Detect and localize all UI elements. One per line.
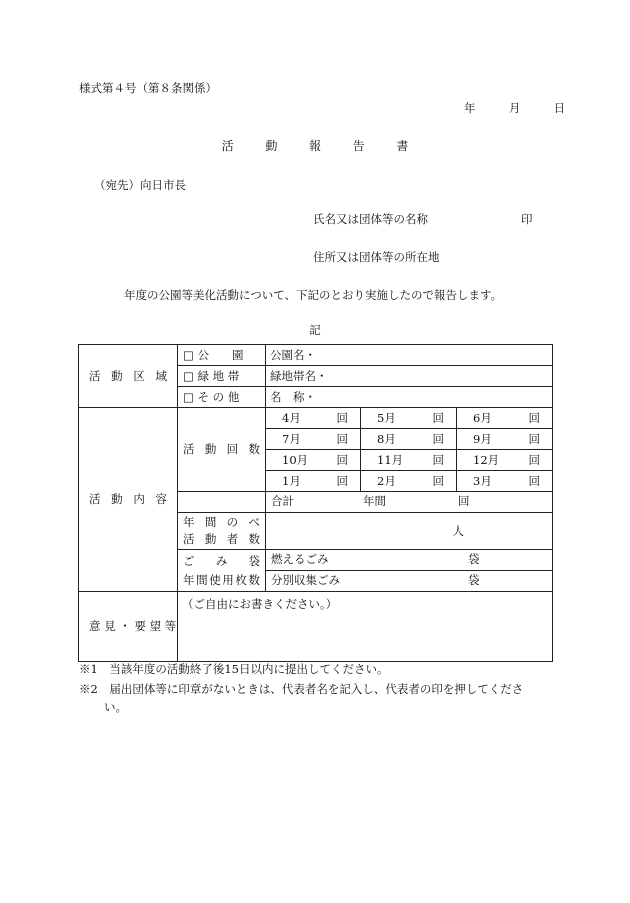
- area-option-park[interactable]: □ 公 園: [178, 345, 266, 366]
- count-spacer: [178, 492, 266, 513]
- date-year: 年: [464, 101, 476, 115]
- opinion-label: 意 見 ・ 要 望 等: [79, 592, 178, 662]
- participants-label: 年 間 の べ 活 動 者 数: [178, 513, 266, 550]
- bags-label: ご み 袋 年間使用枚数: [178, 550, 266, 592]
- intro-text: 年度の公園等美化活動について、下記のとおり実施したので報告します。: [124, 288, 503, 302]
- participants-field[interactable]: [266, 513, 553, 550]
- ki-heading: 記: [309, 323, 321, 337]
- month-cell[interactable]: 12月 回: [457, 450, 553, 471]
- form-number: 様式第４号（第８条関係）: [79, 81, 217, 95]
- area-option-other[interactable]: □ そ の 他: [178, 387, 266, 408]
- greenbelt-name-field[interactable]: 緑地帯名・: [266, 366, 553, 387]
- month-cell[interactable]: 2月 回: [361, 471, 457, 492]
- area-option-greenbelt[interactable]: □ 緑 地 帯: [178, 366, 266, 387]
- title-char: 書: [396, 139, 409, 153]
- total-label: 合計: [271, 494, 294, 508]
- month-cell[interactable]: 9月 回: [457, 429, 553, 450]
- date-month: 月: [508, 101, 521, 115]
- total-count-field[interactable]: [266, 492, 553, 513]
- date-day: 日: [553, 101, 566, 115]
- participants-unit: 人: [452, 523, 465, 538]
- title-char: 動: [265, 139, 278, 153]
- date-line: [464, 100, 565, 116]
- area-label: 活 動 区 域: [79, 345, 178, 408]
- month-cell[interactable]: 10月 回: [266, 450, 361, 471]
- month-cell[interactable]: 8月 回: [361, 429, 457, 450]
- report-table: [78, 344, 553, 662]
- applicant-address-label: 住所又は団体等の所在地: [313, 250, 440, 264]
- month-cell[interactable]: 11月 回: [361, 450, 457, 471]
- month-cell[interactable]: 7月 回: [266, 429, 361, 450]
- month-cell[interactable]: 5月 回: [361, 408, 457, 429]
- document-title: [0, 137, 630, 154]
- count-label: 活 動 回 数: [178, 408, 266, 492]
- sorted-bags-field[interactable]: 分別収集ごみ 袋: [266, 571, 553, 592]
- burnable-bags-field[interactable]: 燃えるごみ 袋: [266, 550, 553, 571]
- title-char: 報: [308, 139, 321, 153]
- seal-mark: 印: [521, 212, 533, 226]
- month-cell[interactable]: 3月 回: [457, 471, 553, 492]
- title-char: 活: [221, 139, 234, 153]
- opinion-placeholder: （ご自由にお書きください。）: [182, 597, 338, 611]
- park-name-field[interactable]: 公園名・: [266, 345, 553, 366]
- applicant-name-label: 氏名又は団体等の名称: [313, 212, 428, 226]
- other-name-field[interactable]: 名 称・: [266, 387, 553, 408]
- total-year: 年間: [363, 494, 386, 508]
- note-2-continued: い。: [104, 700, 127, 714]
- note-2: ※2 届出団体等に印章がないときは、代表者名を記入し、代表者の印を押してくださ: [79, 682, 524, 696]
- addressee: （宛先）向日市長: [94, 178, 186, 192]
- title-char: 告: [352, 139, 365, 153]
- month-cell[interactable]: 6月 回: [457, 408, 553, 429]
- content-label: 活 動 内 容: [79, 408, 178, 592]
- total-unit: 回: [458, 494, 470, 508]
- note-1: ※1 当該年度の活動終了後15日以内に提出してください。: [79, 662, 389, 676]
- opinion-field[interactable]: [178, 592, 553, 662]
- month-cell[interactable]: 4月 回: [266, 408, 361, 429]
- month-cell[interactable]: 1月 回: [266, 471, 361, 492]
